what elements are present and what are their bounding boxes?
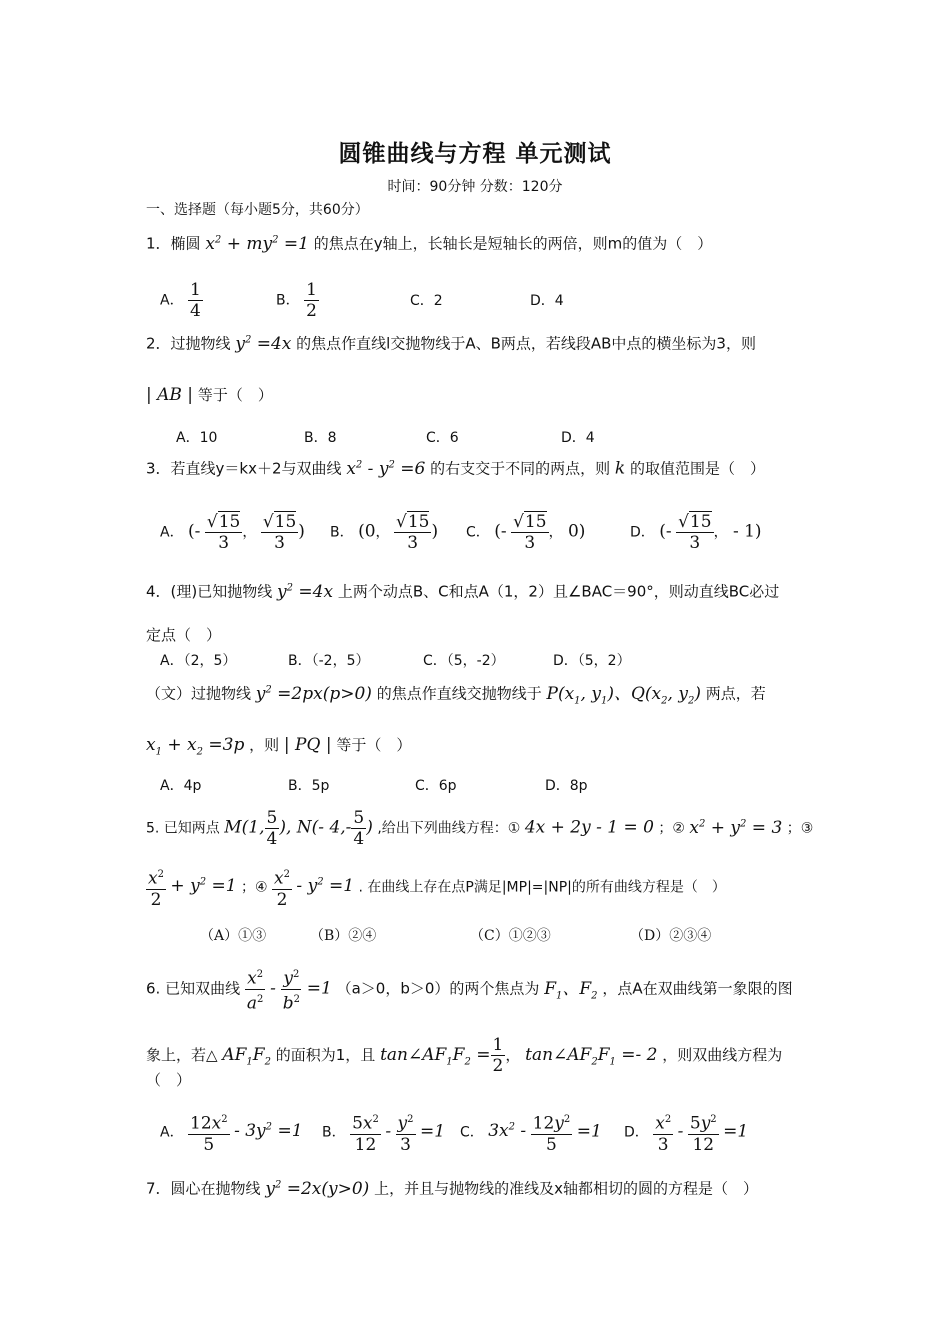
q6-option-c: C． $3x^2$ - $\frac{12y^2}{5}$ =1 — [460, 1110, 602, 1155]
formula: $\frac{12y^2}{5}$ — [531, 1110, 573, 1155]
formula: k — [614, 458, 626, 479]
question-6-line3: （ ） — [146, 1071, 192, 1089]
q4-wen-option-c: C．6p — [415, 778, 457, 794]
question-2-stem: 2．过抛物线 $y^2 =4x$ 的焦点作直线l交抛物线于A、B两点，若线段AB中点的横坐标为3，则 — [146, 333, 756, 354]
formula: $x^2 + my^2 =1$ — [205, 233, 309, 254]
q3-option-d: D． (- $\frac{√15}{3}$ ， - 1) — [630, 512, 762, 553]
formula: $\frac{5y^2}{12}$ — [688, 1110, 719, 1155]
formula: $\frac{1}{2}$ — [306, 280, 317, 321]
formula: $\frac{1}{4}$ — [190, 280, 201, 321]
formula: $F_1$、$F_2$ — [544, 978, 598, 1002]
question-7-stem: 7．圆心在抛物线 $y^2 =2x(y>0)$ 上，并且与抛物线的准线及x轴都相切的圆的方程是（ ） — [146, 1178, 758, 1199]
q4-option-c: C．（5，-2） — [423, 653, 505, 669]
formula: $\frac{x^2}{3}$ — [653, 1110, 673, 1155]
q2-option-a: A．10 — [176, 430, 218, 446]
q6-option-b: B． $\frac{5x^2}{12}$ - $\frac{y^2}{3}$ =1 — [322, 1110, 445, 1155]
formula: $x^2 + y^2 = 3$ — [689, 817, 783, 838]
formula: $\frac{1}{2}$ — [492, 1035, 504, 1076]
question-6-stem: 6. 已知双曲线 $\frac{x^2}{a^2}$ - $\frac{y^2}{b^2}$ =1 （a＞0，b＞0）的两个焦点为 $F_1$、$F_2$ ，点A在双曲线第一象限的图 — [146, 965, 793, 1013]
formula: $\frac{x^2}{2}$ — [272, 865, 292, 910]
q4-wen-option-b: B．5p — [288, 778, 330, 794]
q5-option-b: （B）②④ — [310, 928, 377, 944]
formula: $\frac{x^2}{a^2}$ — [245, 965, 266, 1013]
q1-option-c: C．2 — [410, 293, 443, 309]
question-5-line2: $\frac{x^2}{2}$ + $y^2 =1$ ；④ $\frac{x^2}{2}$ - $y^2 =1$ . 在曲线上存在点P满足|MP|=|NP|的所有曲线方程是（ ） — [146, 865, 726, 910]
page-title: 圆锥曲线与方程 单元测试 — [338, 141, 612, 167]
q5-option-d: （D）②③④ — [630, 928, 712, 944]
question-1-stem: 1．椭圆 $x^2 + my^2 =1$ 的焦点在y轴上，长轴长是短轴长的两倍，则m的值为（ ） — [146, 233, 713, 254]
formula: 4x + 2y - 1 = 0 — [524, 817, 654, 838]
section-heading: 一、选择题（每小题5分，共60分） — [146, 202, 369, 218]
question-4-wen-line2: $x_1 + x_2 =3p$ ，则 | PQ | 等于（ ） — [146, 735, 412, 758]
q2-option-b: B．8 — [304, 430, 337, 446]
formula: $\frac{5}{4}$ — [266, 808, 278, 849]
formula: $\frac{5x^2}{12}$ — [350, 1110, 381, 1155]
formula: $x_1 + x_2 =3p$ — [146, 735, 245, 758]
formula: M(1, — [224, 817, 265, 838]
formula: $\frac{x^2}{2}$ — [146, 865, 166, 910]
formula: | PQ | — [283, 735, 332, 755]
q1-option-d: D．4 — [530, 293, 564, 309]
q4-wen-option-a: A．4p — [160, 778, 202, 794]
q4-option-d: D．（5，2） — [553, 653, 631, 669]
formula: $\tan\angle AF_2F_1 =- 2$ — [525, 1045, 658, 1068]
question-6-line2: 象上，若△ $AF_1F_2$ 的面积为1，且 $\tan\angle AF_1F_2$ = $\frac{1}{2}$ ， $\tan\angle AF_2F_1 =- 2$ ，则双曲线方程为 — [146, 1035, 783, 1076]
formula: $\frac{5}{4}$ — [353, 808, 365, 849]
formula: $\frac{12x^2}{5}$ — [188, 1110, 230, 1155]
formula: $x^2 - y^2 =6$ — [346, 458, 426, 479]
q5-option-c: （C）①②③ — [470, 928, 551, 944]
formula: $\frac{√15}{3}$ — [678, 512, 712, 553]
formula: $\frac{y^2}{3}$ — [396, 1110, 416, 1155]
q4-option-b: B．（-2，5） — [288, 653, 370, 669]
q4-wen-option-d: D．8p — [545, 778, 588, 794]
formula: $\tan\angle AF_1F_2$ = — [380, 1045, 491, 1068]
formula: $y^2 =4x$ — [277, 581, 334, 602]
q1-option-b: B． $\frac{1}{2}$ — [276, 280, 317, 321]
formula: $AF_1F_2$ — [222, 1045, 271, 1068]
formula: $P(x_1$, $y_1$)、$Q(x_2$, $y_2$) — [546, 683, 701, 707]
question-4-stem-line2: 定点（ ） — [146, 626, 222, 644]
formula: $\frac{√15}{3}$ — [206, 512, 241, 553]
q2-option-d: D．4 — [561, 430, 595, 446]
question-2-stem-line2: | AB | 等于（ ） — [146, 385, 273, 405]
formula: $\frac{√15}{3}$ — [262, 512, 297, 553]
q5-option-a: （A）①③ — [200, 928, 267, 944]
formula: | AB | — [146, 385, 194, 405]
formula: $\frac{√15}{3}$ — [395, 512, 430, 553]
q4-option-a: A．（2，5） — [160, 653, 237, 669]
q6-option-a: A． $\frac{12x^2}{5}$ - $3y^2 =1$ — [160, 1110, 303, 1155]
q6-option-d: D． $\frac{x^2}{3}$ - $\frac{5y^2}{12}$ =1 — [624, 1110, 748, 1155]
question-5-stem: 5. 已知两点 M(1, $\frac{5}{4}$ ), N(- 4,- $\frac{5}{4}$ ) ,给出下列曲线方程：① 4x + 2y - 1 = 0 ；② $x^2 + y^2 = 3$ ；③ — [146, 808, 814, 849]
q1-option-a: A． $\frac{1}{4}$ — [160, 280, 201, 321]
question-3-stem: 3．若直线y＝kx＋2与双曲线 $x^2 - y^2 =6$ 的右支交于不同的两点，则 k 的取值范围是（ ） — [146, 458, 765, 479]
question-4-wen-stem: （文）过抛物线 $y^2 =2px(p>0)$ 的焦点作直线交抛物线于 $P(x_1$, $y_1$)、$Q(x_2$, $y_2$) 两点，若 — [146, 683, 766, 707]
formula: $\frac{√15}{3}$ — [513, 512, 547, 553]
formula: $y^2 =2x(y>0)$ — [265, 1178, 370, 1199]
formula: $y^2 =2px(p>0)$ — [255, 683, 372, 704]
q3-option-c: C． (- $\frac{√15}{3}$ ， 0) — [466, 512, 586, 553]
formula: $y^2 =4x$ — [235, 333, 292, 354]
formula: $\frac{y^2}{b^2}$ — [281, 965, 302, 1013]
q2-option-c: C．6 — [426, 430, 459, 446]
q3-option-b: B． (0， $\frac{√15}{3}$ ) — [330, 512, 439, 553]
exam-meta: 时间：90分钟 分数：120分 — [387, 179, 563, 195]
question-4-stem: 4．(理)已知抛物线 $y^2 =4x$ 上两个动点B、C和点A（1，2）且∠BAC＝90°，则动直线BC必过 — [146, 581, 780, 602]
q3-option-a: A． (- $\frac{√15}{3}$ ， $\frac{√15}{3}$ ) — [160, 512, 305, 553]
